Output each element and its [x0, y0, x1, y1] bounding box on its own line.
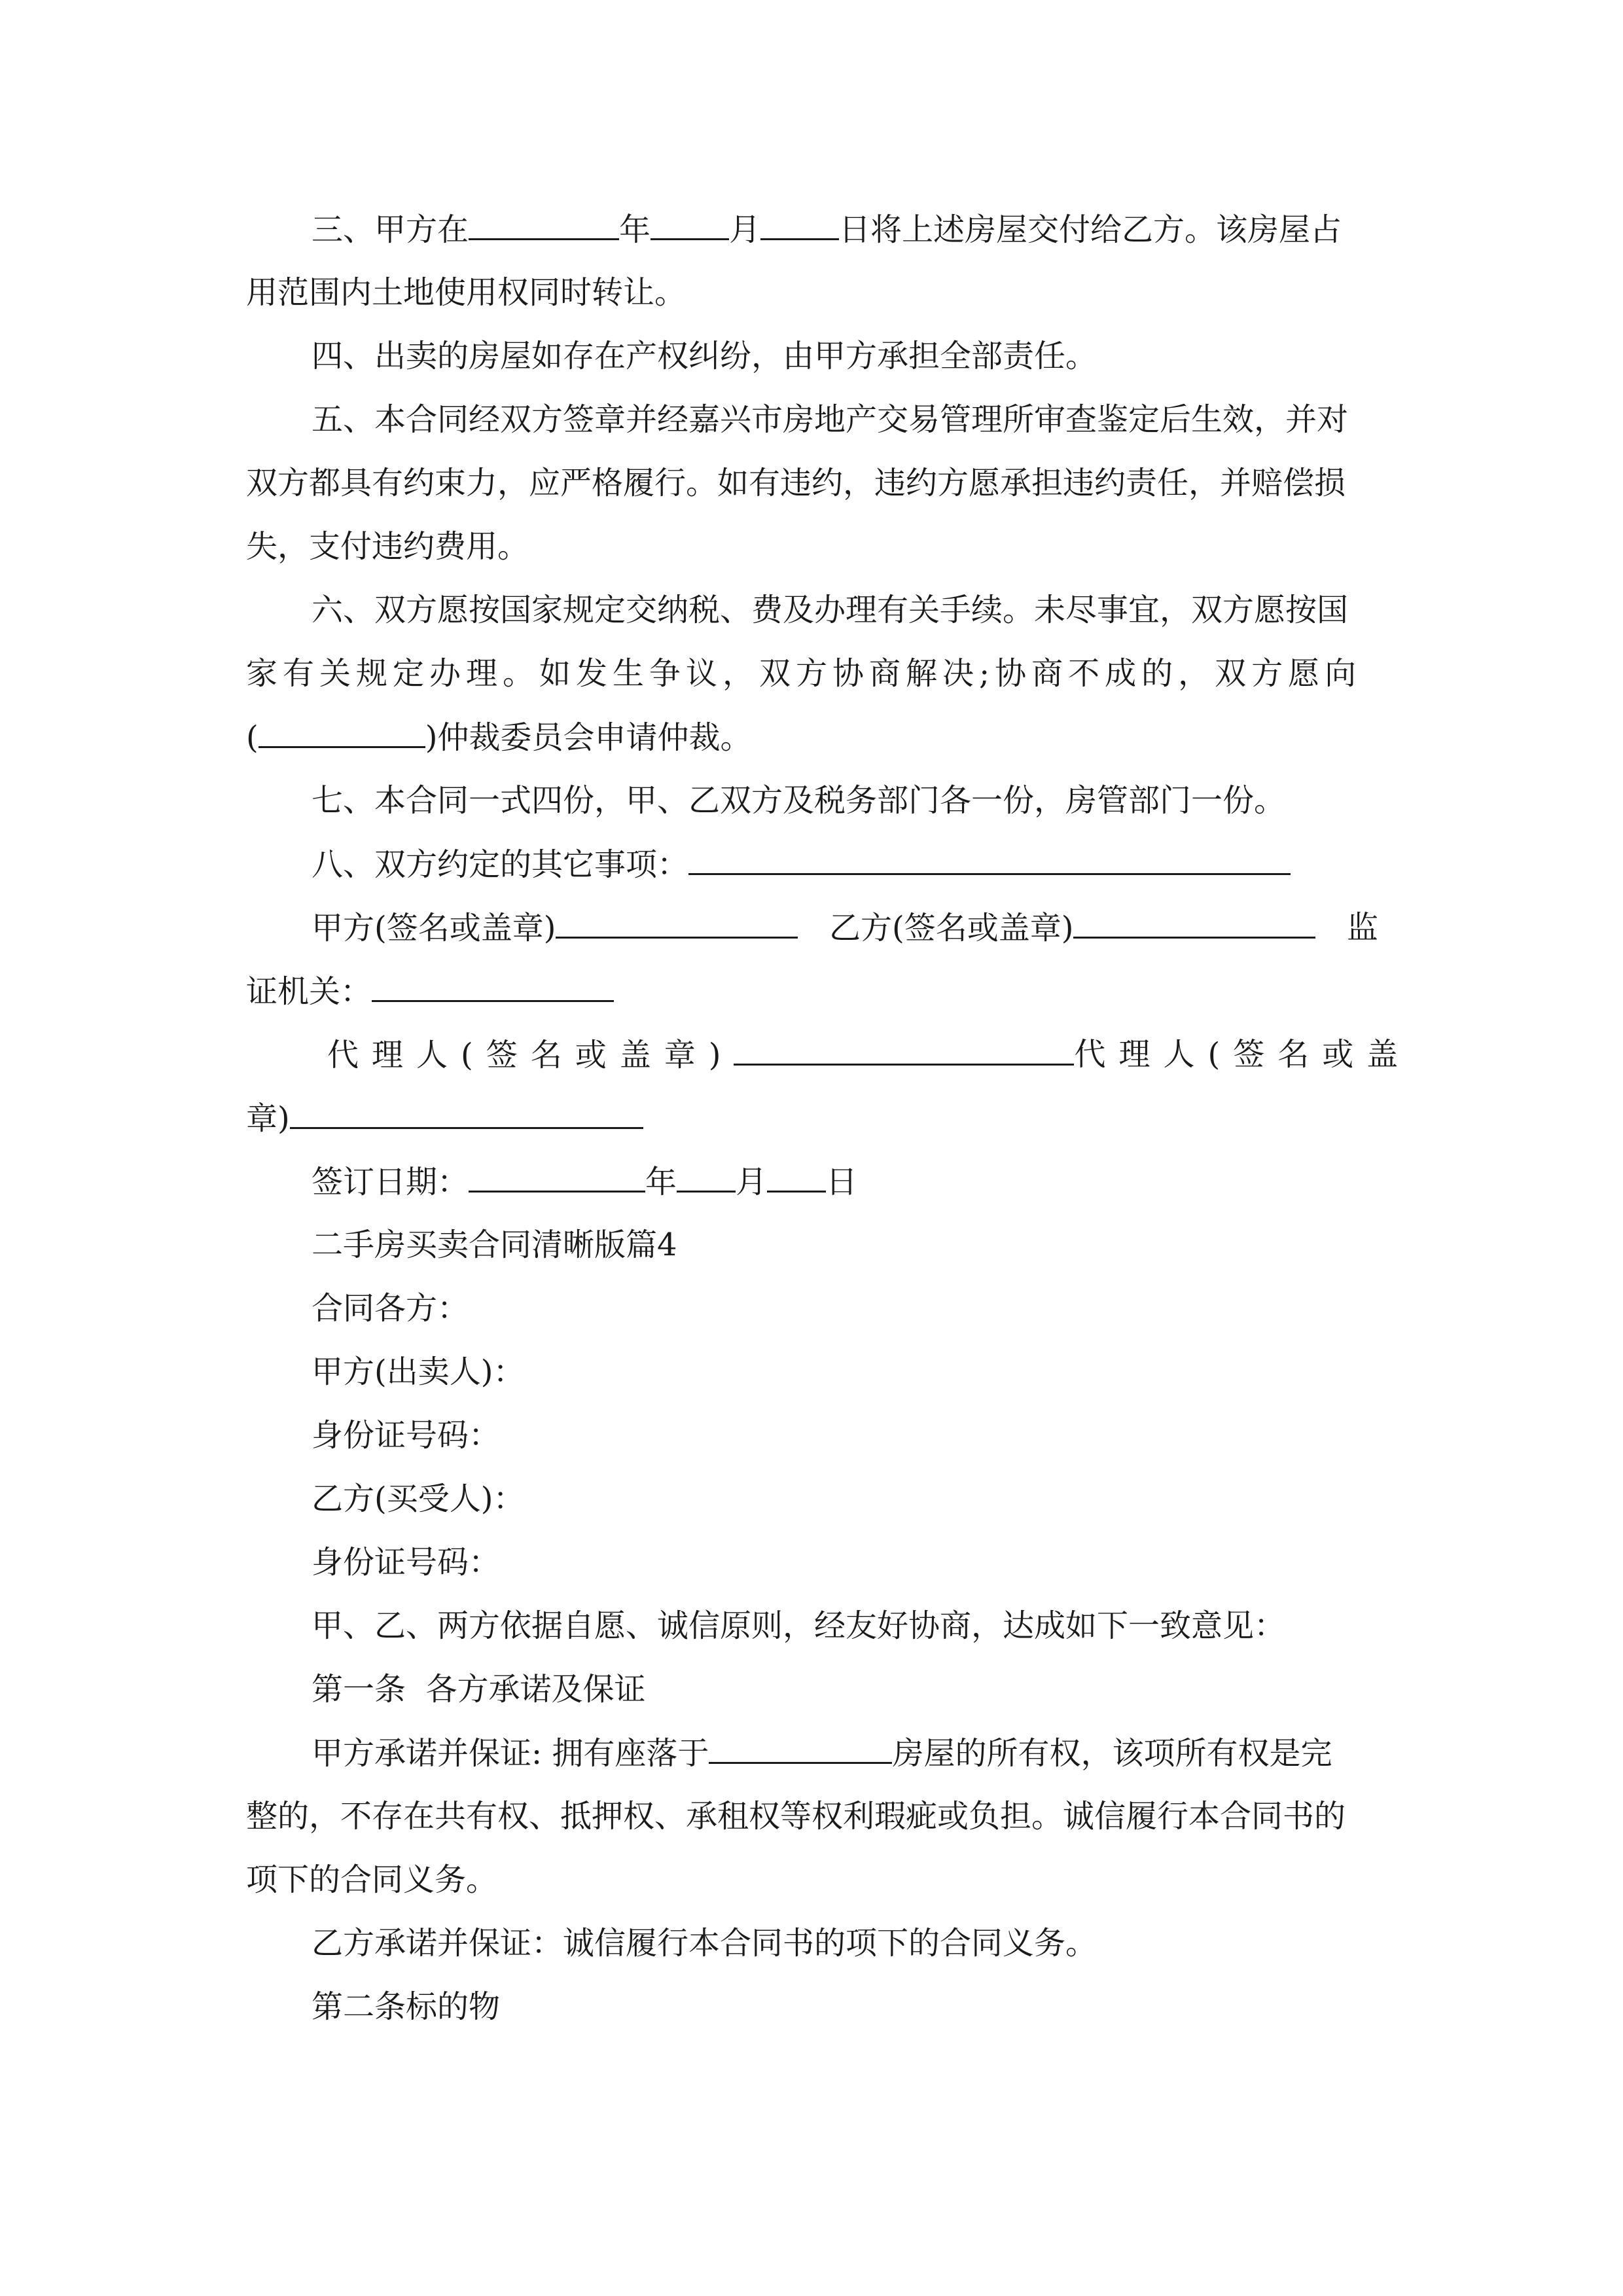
blank-property-location: [709, 1733, 892, 1764]
text-segment: 整的，不存在共有权、抵押权、承租权等权利瑕疵或负担。诚信履行本合同书的: [246, 1798, 1346, 1835]
text-segment: 证机关：: [246, 973, 372, 1010]
text-segment: 乙方承诺并保证：诚信履行本合同书的项下的合同义务。: [312, 1925, 1097, 1962]
text-segment: 七、本合同一式四份，甲、乙双方及税务部门各一份，房管部门一份。: [312, 782, 1286, 819]
text-segment: 四、出卖的房屋如存在产权纠纷，由甲方承担全部责任。: [312, 338, 1097, 374]
party-a-seller: [312, 1352, 1378, 1391]
text-segment: 章): [246, 1100, 290, 1137]
clause-5-line-3: [246, 527, 1378, 566]
clause-6-line-2: [246, 654, 1378, 693]
text-segment: (: [246, 719, 259, 756]
text-segment: 第二条标的物: [312, 1988, 501, 2025]
text-segment: 房屋的所有权，该项所有权是完: [892, 1735, 1332, 1772]
blank-sign-month: [677, 1162, 736, 1193]
blank-agent-b: [290, 1098, 643, 1129]
agent-line-2: [246, 1098, 1378, 1138]
party-b-id: [312, 1543, 1378, 1582]
text-segment: 年: [619, 211, 651, 248]
clause-5-line-2: [246, 463, 1378, 503]
article-1-party-a-line-2: [246, 1797, 1378, 1836]
article-2-title: [312, 1987, 1378, 2026]
text-segment: 代理人(签名或盖章): [327, 1037, 734, 1073]
blank-sign-day: [767, 1162, 826, 1193]
article-1-party-a-line-3: [246, 1860, 1378, 1899]
text-segment: 签订日期：: [312, 1164, 469, 1200]
text-segment: 身份证号码：: [312, 1417, 501, 1454]
text-segment: 二手房买卖合同清晰版篇4: [312, 1227, 677, 1263]
blank-party-b-signature: [1073, 908, 1315, 939]
text-segment: 八、双方约定的其它事项：: [312, 846, 689, 883]
text-segment: 甲方(签名或盖章): [312, 910, 556, 946]
clause-7: [312, 781, 1378, 820]
clause-5-line-1: [312, 400, 1378, 439]
text-segment: 失，支付违约费用。: [246, 528, 529, 565]
text-segment: 甲方承诺并保证: 拥有座落于: [312, 1735, 709, 1772]
article-1-party-a-line-1: [312, 1733, 1378, 1773]
text-segment: 合同各方：: [312, 1290, 469, 1327]
clause-6-line-3: [246, 717, 1378, 757]
text-segment: 项下的合同义务。: [246, 1861, 498, 1898]
text-segment: 第一条 各方承诺及保证: [312, 1671, 646, 1708]
blank-agent-a: [734, 1035, 1074, 1066]
blank-month: [651, 209, 729, 240]
text-segment: 三、甲方在: [312, 211, 469, 248]
signature-line-2: [246, 971, 1378, 1011]
article-1-party-b: [312, 1924, 1378, 1963]
text-segment: 甲方(出卖人)：: [312, 1354, 525, 1390]
text-segment: 家有关规定办理。如发生争议，双方协商解决;协商不成的，双方愿向: [246, 655, 1362, 692]
text-segment: 乙方(签名或盖章): [829, 910, 1074, 946]
agent-line-1: [327, 1035, 1412, 1075]
clause-6-line-1: [312, 590, 1378, 630]
blank-other-matters: [688, 844, 1291, 875]
text-segment: 月: [736, 1164, 768, 1200]
text-segment: 日: [826, 1164, 858, 1200]
text-segment: 代理人(签名或盖: [1074, 1036, 1412, 1073]
signature-line-1: [312, 908, 1378, 948]
text-segment: 双方都具有约束力，应严格履行。如有违约，违约方愿承担违约责任，并赔偿损: [246, 465, 1346, 501]
text-segment: 日将上述房屋交付给乙方。该房屋占: [839, 211, 1342, 248]
text-segment: 甲、乙、两方依据自愿、诚信原则，经友好协商，达成如下一致意见：: [312, 1607, 1286, 1644]
article-1-title: [312, 1670, 1378, 1709]
clause-4: [312, 336, 1378, 376]
blank-party-a-signature: [556, 908, 798, 939]
section-title: [312, 1225, 1378, 1265]
agreement-intro: [312, 1606, 1378, 1645]
text-segment: 五、本合同经双方签章并经嘉兴市房地产交易管理所审查鉴定后生效，并对: [312, 401, 1349, 438]
text-segment: 监: [1346, 909, 1378, 946]
clause-3-line-2: [246, 273, 1378, 312]
blank-supervisor: [372, 971, 614, 1002]
party-b-buyer: [312, 1479, 1378, 1518]
blank-arbitration: [259, 717, 425, 748]
text-segment: 乙方(买受人)：: [312, 1480, 525, 1517]
text-segment: 用范围内土地使用权同时转让。: [246, 274, 687, 311]
blank-day: [760, 209, 839, 240]
clause-8: [312, 844, 1378, 884]
blank-sign-year: [469, 1162, 645, 1193]
text-segment: )仲裁委员会申请仲裁。: [425, 719, 752, 756]
text-segment: 年: [645, 1164, 677, 1200]
blank-year: [469, 209, 619, 240]
clause-3-line-1: [312, 209, 1378, 249]
sign-date: [312, 1162, 1378, 1202]
parties-heading: [312, 1289, 1378, 1328]
party-a-id: [312, 1416, 1378, 1455]
text-segment: 月: [729, 211, 761, 248]
text-segment: 身份证号码：: [312, 1544, 501, 1581]
text-segment: 六、双方愿按国家规定交纳税、费及办理有关手续。未尽事宜，双方愿按国: [312, 592, 1349, 628]
